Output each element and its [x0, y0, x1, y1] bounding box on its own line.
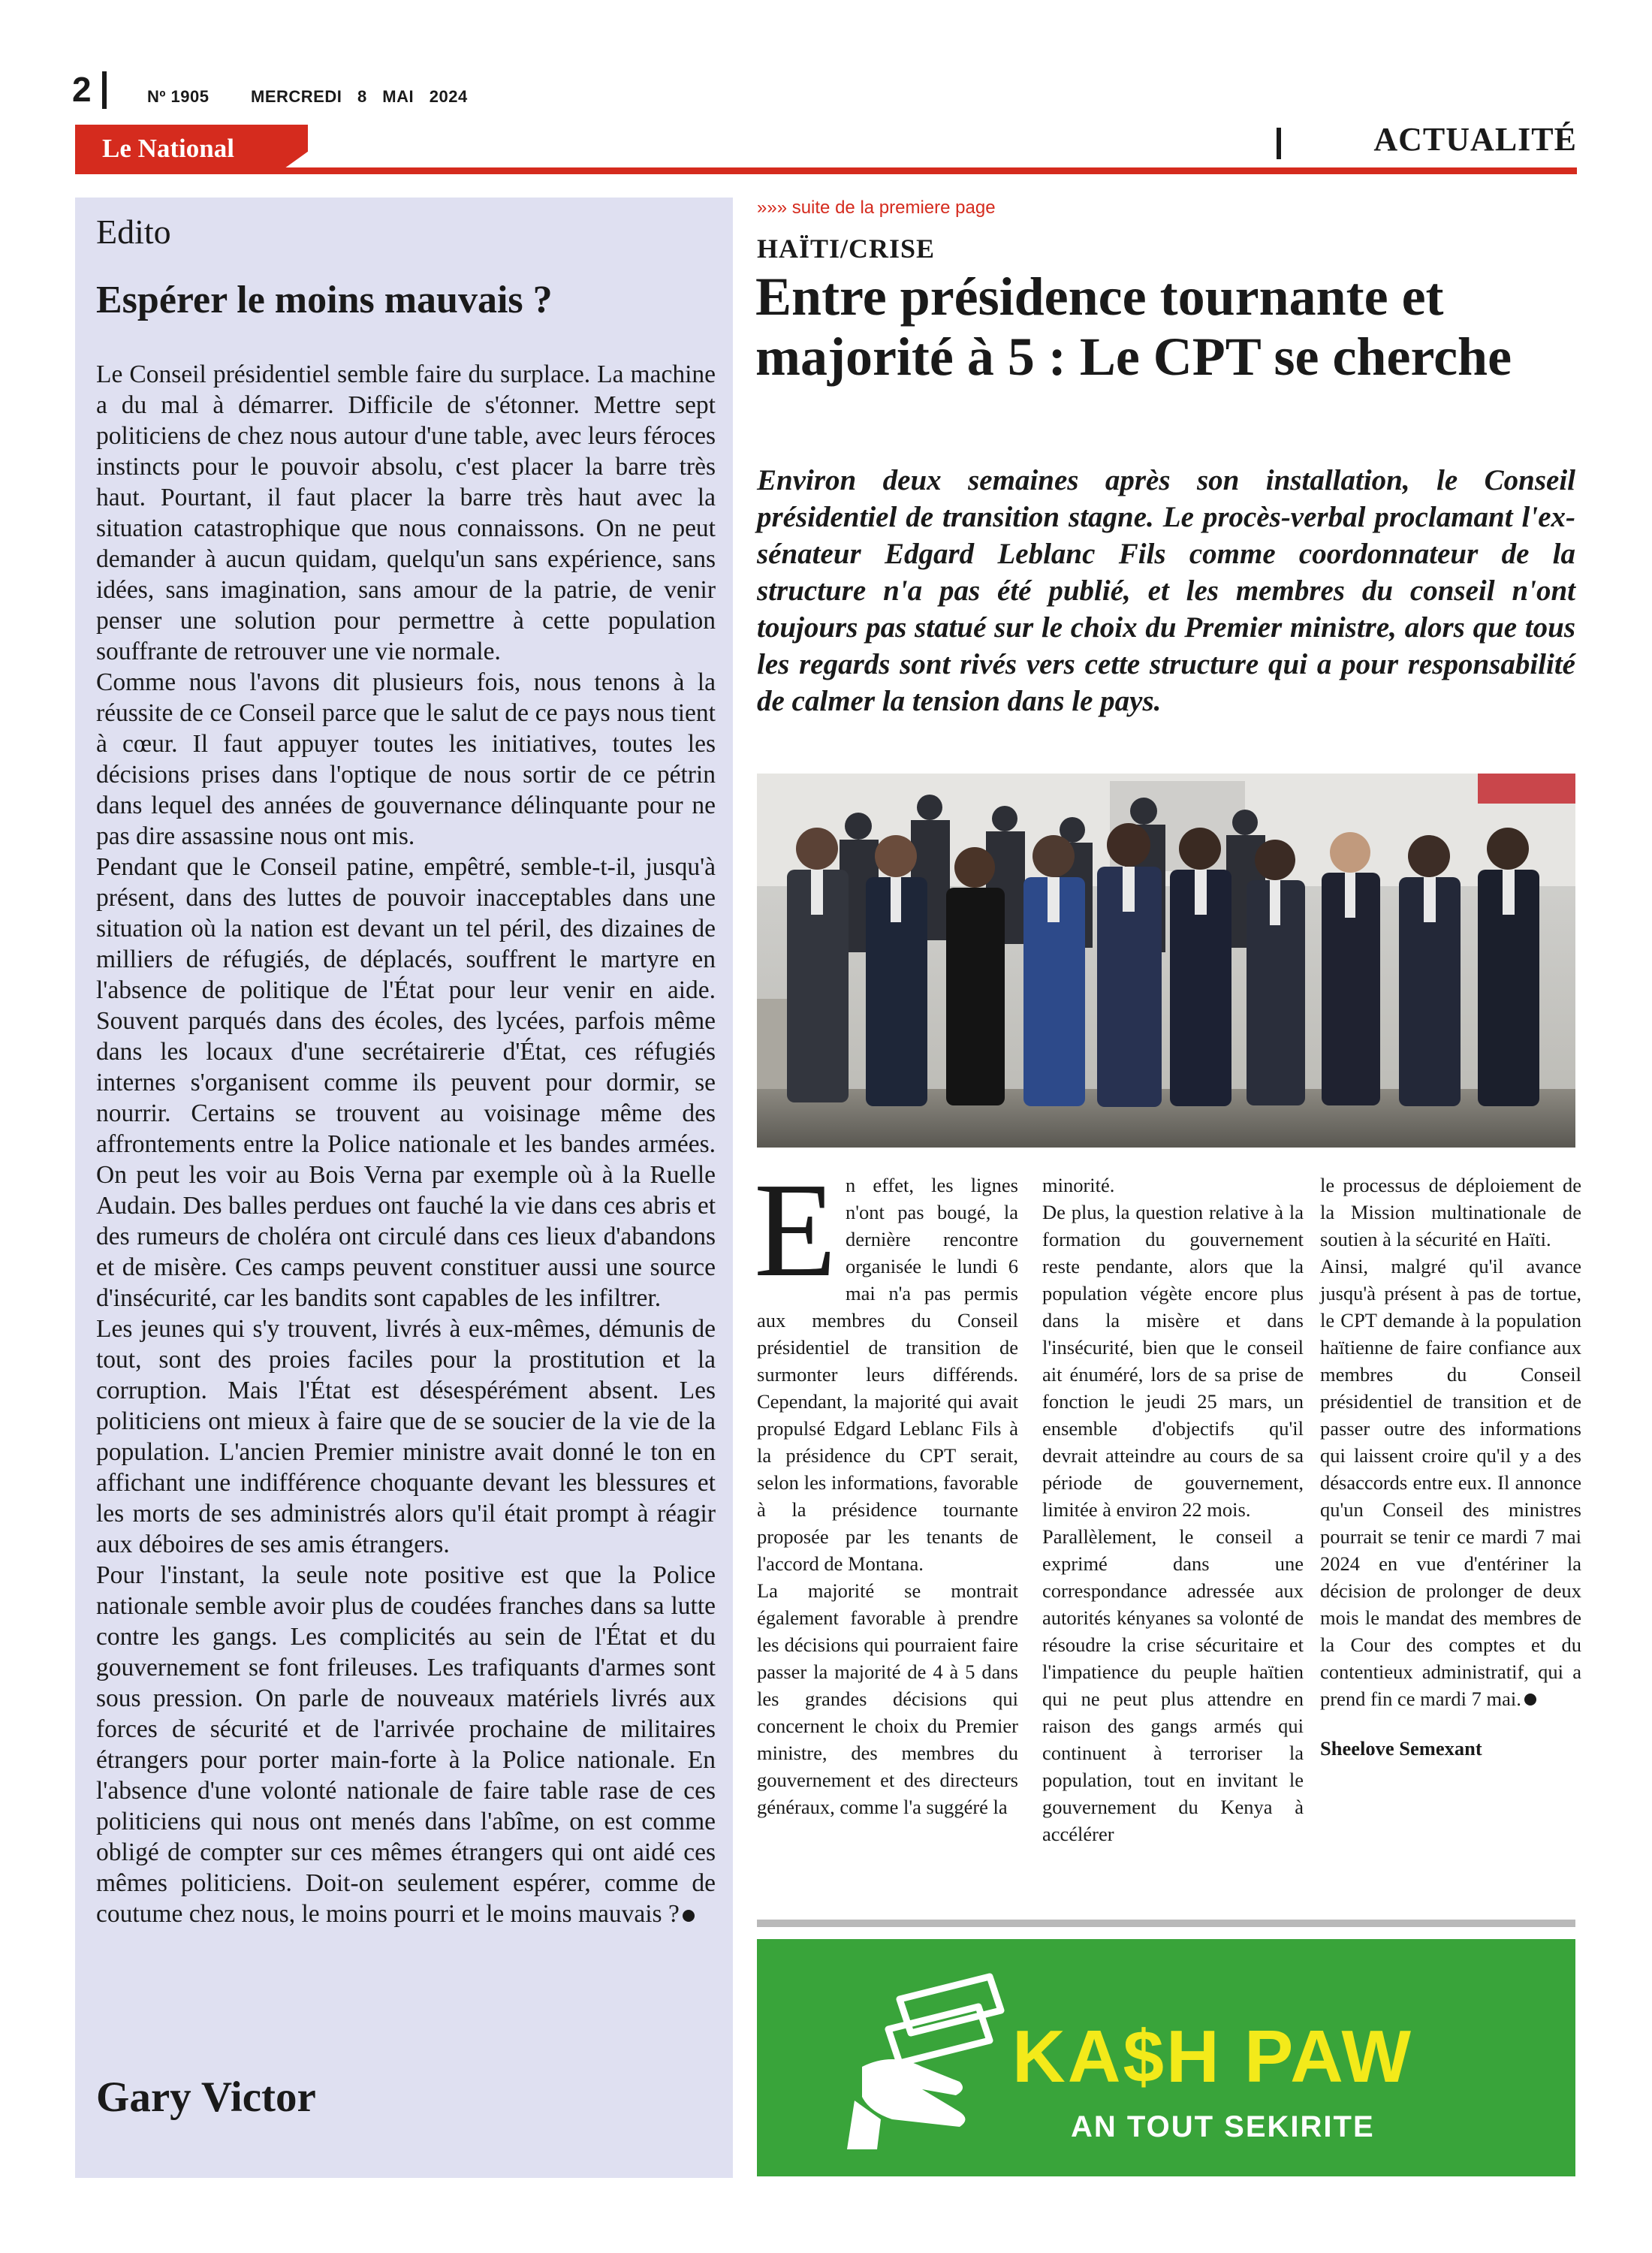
issue-number: Nº 1905 — [147, 87, 210, 106]
continued-from-label: »»» suite de la premiere page — [757, 198, 996, 218]
issue-date: MERCREDI 8 MAI 2024 — [251, 87, 468, 106]
editorial-paragraph: Comme nous l'avons dit plusieurs fois, nous tenons à la réussite de ce Conseil parce que le salut de ce pays nous tient à cœur. Il faut appuyer toutes les initiatives, toutes les décisions prises dans l'optique de nous sortir de ce pétrin dans lequel des années de gouvernance délinquante pour ne pas dire assassine nous ont mis. — [96, 668, 716, 850]
ad-separator-rule — [757, 1920, 1575, 1927]
end-of-article-icon — [683, 1910, 695, 1922]
hand-with-banknotes-icon — [847, 1969, 1020, 2149]
editorial-paragraph: Pour l'instant, la seule note positive est que la Police nationale semble avoir plus de coudées franches dans sa lutte contre les gangs. Les complicités au sein de l'État et du gouvernement se font frileuses. Les trafiquants d'armes sont sous pression. On parle de nouveaux matériels livrés aux forces de sécurité et de l'arrivée prochaine de militaires étrangers pour porter main-forte à la Police nationale. En l'absence d'une volonté nationale de faire table rase de ces politiciens qui nous ont menés dans l'abîme, on est comme obligé de compter sur ces mêmes étrangers qui ont aidé ces mêmes politiciens. Doit-on seulement espérer, comme de coutume chez nous, le moins pourri et le moins mauvais ? — [96, 1561, 716, 1928]
article-paragraph: De plus, la question relative à la formation du gouvernement reste pendante, alors que la population végète encore plus dans la misère et dans l'insécurité, bien que le conseil ait énuméré, lors de sa prise de fonction le jeudi 25 mars, un ensemble d'objectifs qu'il devrait atteindre au cours de sa période de gouvernement, limitée à environ 22 mois. — [1042, 1201, 1304, 1521]
newspaper-brand: Le National — [102, 134, 234, 163]
article-column-3 — [1320, 1172, 1581, 1762]
article-photo — [757, 774, 1575, 1148]
ad-tagline: AN TOUT SEKIRITE — [1071, 2110, 1375, 2143]
page-number-divider — [102, 71, 107, 109]
editorial-body — [96, 359, 716, 1929]
article-paragraph: La majorité se montrait également favorable à prendre les décisions qui pourraient faire passer la majorité de 4 à 5 dans les grandes décisions qui concernent le choix du Premier ministre, des membres du gouvernement et des directeurs généraux, comme l'a suggéré la — [757, 1579, 1018, 1818]
article-author: Sheelove Semexant — [1320, 1737, 1482, 1760]
article-rubric: HAÏTI/CRISE — [757, 234, 936, 264]
section-name: ACTUALITÉ — [1373, 121, 1577, 158]
article-paragraph-last — [1320, 1253, 1581, 1712]
drop-cap: E — [754, 1155, 837, 1304]
page-number: 2 — [72, 70, 92, 109]
editorial-paragraph: Pendant que le Conseil patine, empêtré, semble-t-il, jusqu'à présent, dans des luttes de pouvoir inacceptables dans une situation où la nation est devant un tel péril, des dizaines de milliers de réfugiés, de déplacés, souffrent le martyre en l'absence de politique de l'État pour leur venir en aide. Souvent parqués dans des écoles, des lycées, parfois même dans les locaux d'une secrétairerie d'État, ces réfugiés internes s'organisent comme ils peuvent pour dormir, se nourrir. Certains se trouvent au voisinage même des affrontements entre la Police nationale et les bandes armées. On peut les voir au Bois Verna par exemple où à la Ruelle Audain. Des balles perdues ont fauché la vie dans ces abris et des rumeurs de choléra ont circulé dans ces lieux d'abandons et de misère. Ces camps peuvent constituer aussi une source d'insécurité, car les bandits sont capables de les infiltrer. — [96, 853, 716, 1312]
article-headline: Entre présidence tournante et majorité à 5 : Le CPT se cherche — [755, 267, 1512, 387]
article-paragraph-text: Ainsi, malgré qu'il avance jusqu'à présent à pas de tortue, le CPT demande à la population haïtienne de faire confiance aux membres du Conseil présidentiel de transition et de passer outre des informations qui laissent croire qu'il y a des désaccords entre eux. Il annonce qu'un Conseil des ministres pourrait se tenir ce mardi 7 mai 2024 en vue d'entériner la décision de prolonger de deux mois le mandat des membres de la Cour des comptes et du contentieux administratif, qui a prend fin ce mardi 7 mai. — [1320, 1255, 1581, 1710]
article-paragraph: minorité. — [1042, 1174, 1115, 1196]
editorial-paragraph-last — [96, 1560, 716, 1929]
editorial-paragraph: Les jeunes qui s'y trouvent, livrés à eux-mêmes, démunis de tout, sont des proies faciles pour la prostitution et la corruption. Mais l'État est désespérément absent. Les politiciens ont mieux à faire que de se soucier de la vie de la population. L'ancien Premier ministre avait donné le ton en affichant une indifférence choquante devant les blessures et les morts de ses administrés alors qu'il était prompt à réagir aux déboires de ses amis étrangers. — [96, 1315, 716, 1558]
article-paragraph: le processus de déploiement de la Mission multinationale de soutien à la sécurité en Haïti. — [1320, 1174, 1581, 1250]
header-rule — [75, 167, 1577, 174]
editorial-kicker: Edito — [96, 213, 171, 251]
end-of-article-icon — [1524, 1694, 1536, 1706]
article-paragraph-text: n effet, les lignes n'ont pas bougé, la dernière rencontre organisée le lundi 6 mai n'a pas permis aux membres du Conseil présidentiel de transition de surmonter leurs différends. Cependant, la majorité qui avait propulsé Edgard Leblanc Fils à la présidence du CPT serait, selon les informations, favorable à la présidence tournante proposée par les tenants de l'accord de Montana. — [757, 1174, 1018, 1575]
article-standfirst: Environ deux semaines après son installation, le Conseil présidentiel de transition stagne. Le procès-verbal proclamant l'ex-sénateur Edgard Leblanc Fils comme coordonnateur de la structure n'a pas été publié, et les membres du conseil n'ont toujours pas statué sur le choix du Premier ministre, alors que tous les regards sont rivés vers cette structure qui a pour responsabilité de calmer la tension dans le pays. — [757, 464, 1575, 717]
section-divider — [1277, 128, 1281, 159]
ad-brand-name: KA$H PAW — [1012, 2015, 1414, 2098]
editorial-paragraph: Le Conseil présidentiel semble faire du surplace. La machine a du mal à démarrer. Difficile de s'étonner. Mettre sept politiciens de chez nous autour d'une table, avec leurs féroces instincts pour le pouvoir absolu, c'est placer la barre très haut. Pourtant, il faut placer la barre très haut avec la situation catastrophique que nous connaissons. On ne peut demander à aucun quidam, quelqu'un sans expérience, sans idées, sans imagination, sans amour de la patrie, de venir penser une solution pour permettre à cette population souffrante de retrouver une vie normale. — [96, 360, 716, 665]
editorial-author: Gary Victor — [96, 2074, 316, 2121]
article-paragraph — [754, 1155, 1018, 1577]
article-paragraph: Parallèlement, le conseil a exprimé dans une correspondance adressée aux autorités kényanes sa volonté de résoudre la crise sécuritaire et l'impatience du peuple haïtien qui ne peut plus attendre en raison des gangs armés qui continuent à terroriser la population, tout en invitant le gouvernement du Kenya à accélérer — [1042, 1525, 1304, 1845]
article-column-2 — [1042, 1172, 1304, 1847]
editorial-title: Espérer le moins mauvais ? — [96, 279, 553, 321]
advertisement-banner[interactable] — [757, 1939, 1575, 2176]
article-column-1 — [754, 1155, 1018, 1820]
